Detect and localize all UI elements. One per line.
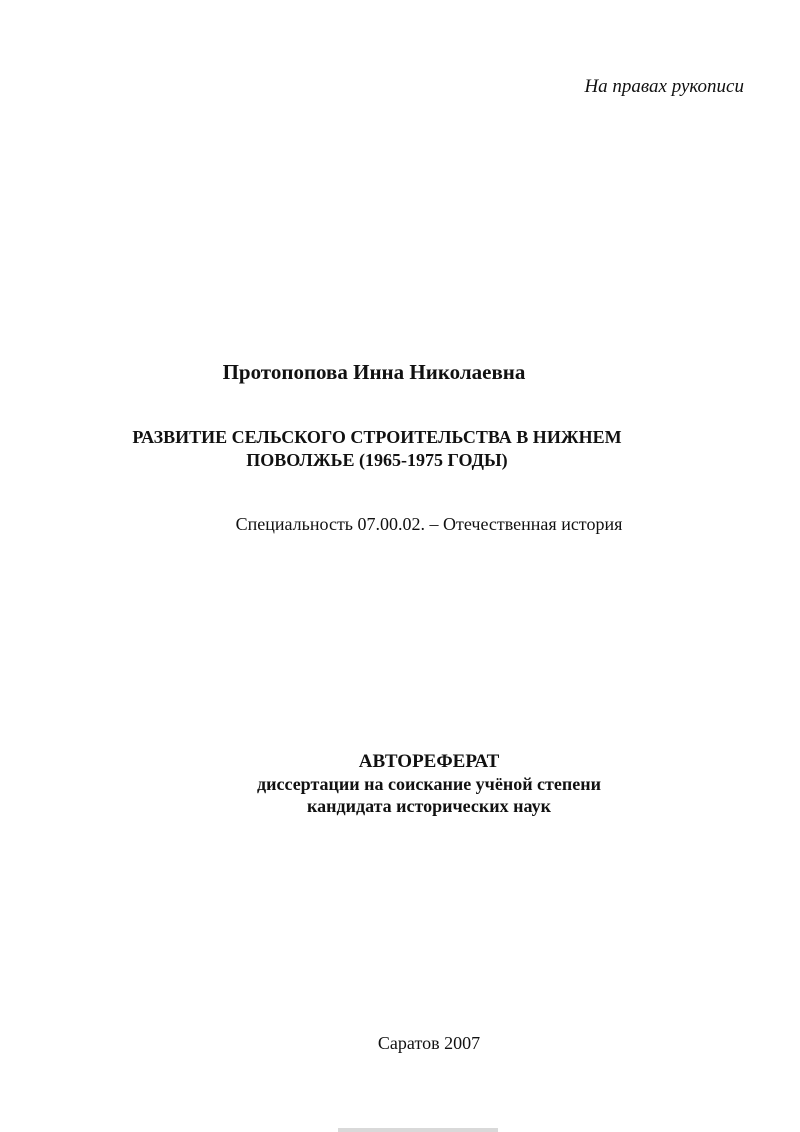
- title-line-1: РАЗВИТИЕ СЕЛЬСКОГО СТРОИТЕЛЬСТВА В НИЖНЕМ: [132, 427, 622, 447]
- rights-note: На правах рукописи: [584, 76, 744, 97]
- abstract-line-2: кандидата исторических наук: [307, 796, 551, 816]
- abstract-heading: АВТОРЕФЕРАТ: [358, 751, 500, 772]
- dissertation-title: [0, 426, 777, 472]
- author-name: Протопопова Инна Николаевна: [222, 360, 526, 384]
- scan-edge-mark: [338, 1128, 498, 1132]
- abstract-line-1: диссертации на соискание учёной степени: [257, 774, 601, 794]
- city-year: Саратов 2007: [377, 1033, 481, 1053]
- abstract-block: [29, 751, 800, 817]
- title-line-2: ПОВОЛЖЬЕ (1965-1975 ГОДЫ): [246, 450, 508, 470]
- specialty-line: Специальность 07.00.02. – Отечественная история: [235, 514, 623, 534]
